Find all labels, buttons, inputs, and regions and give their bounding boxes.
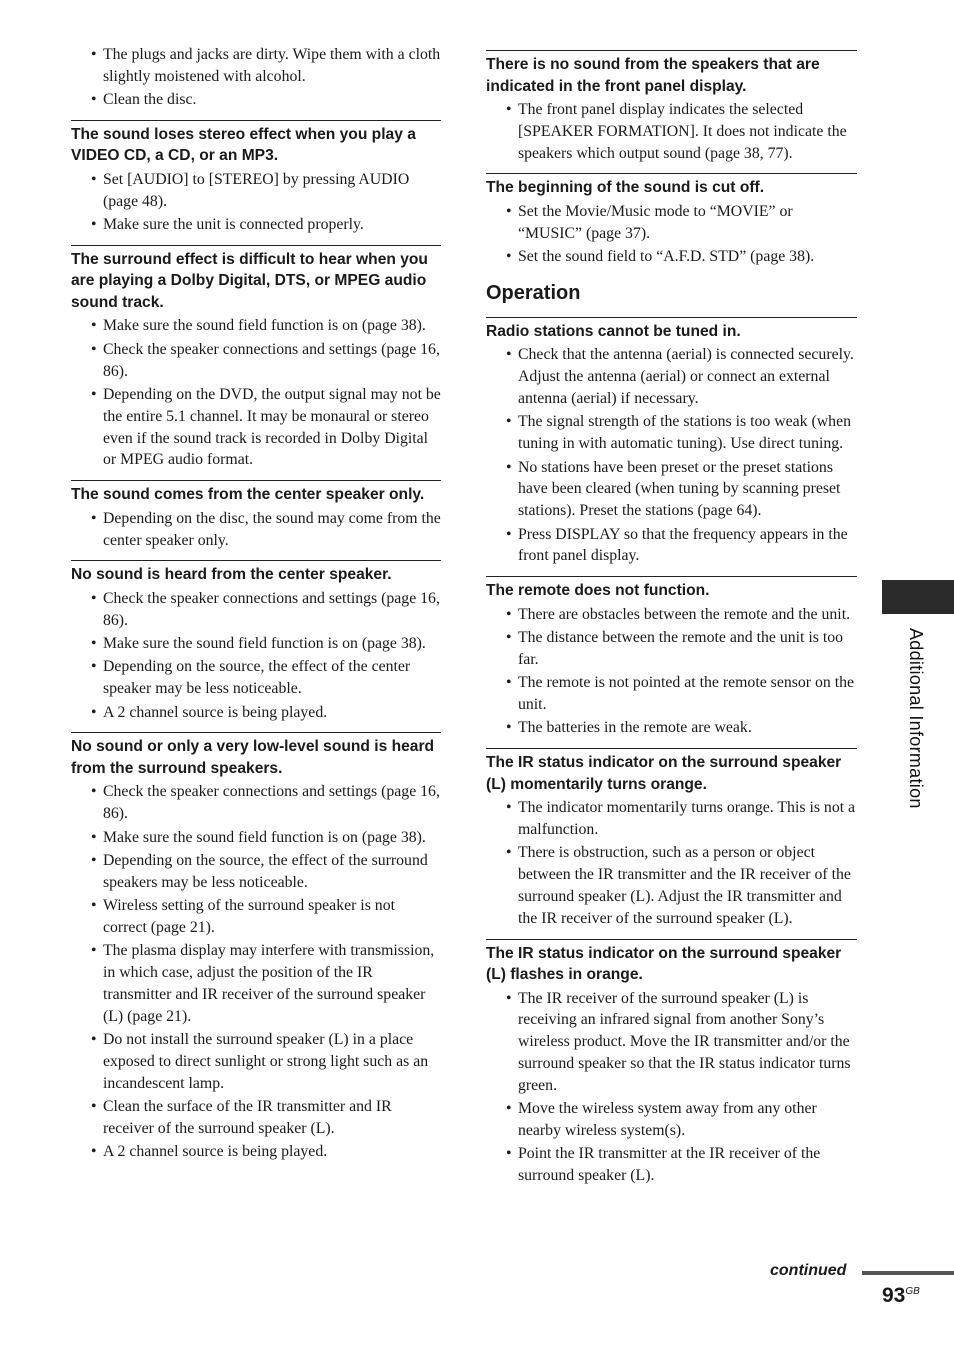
section-heading: The sound comes from the center speaker only. <box>71 486 425 504</box>
intro-bullet-list <box>71 44 441 111</box>
bullet-list <box>71 169 441 236</box>
bullet-item: • The plugs and jacks are dirty. Wipe them with a cloth slightly moistened with alcohol. <box>71 44 441 88</box>
operation-title: Operation <box>486 281 581 304</box>
section-surround-effect <box>71 245 441 471</box>
section-surround-low-sound <box>71 732 441 1163</box>
section-no-center-sound <box>71 560 441 723</box>
bullet-item: • A 2 channel source is being played. <box>71 1141 441 1163</box>
section-radio-stations <box>486 317 857 567</box>
bullet-item: • Set the sound field to “A.F.D. STD” (page 38). <box>486 246 857 268</box>
bullet-list <box>486 99 857 164</box>
side-tab-marker <box>882 580 954 614</box>
bullet-item: • There is obstruction, such as a person or object between the IR transmitter and the IR receiver of the surround speaker (L). Adjust the IR transmitter and the IR receiver of the surround speaker (L). <box>486 842 857 929</box>
page-number-value: 93 <box>882 1284 906 1307</box>
section-ir-orange-flashing <box>486 939 857 1187</box>
bullet-item: • Do not install the surround speaker (L) in a place exposed to direct sunlight or strong light such as an incandescent lamp. <box>71 1029 441 1094</box>
section-heading: Radio stations cannot be tuned in. <box>486 322 741 340</box>
bullet-item: • A 2 channel source is being played. <box>71 702 441 724</box>
section-speakers-no-sound <box>486 50 857 164</box>
bullet-item: • Set [AUDIO] to [STEREO] by pressing AUDIO (page 48). <box>71 169 441 213</box>
bullet-list <box>71 508 441 552</box>
section-heading: No sound or only a very low-level sound is heard from the surround speakers. <box>71 738 435 777</box>
bullet-list <box>71 588 441 724</box>
bullet-item: • Depending on the source, the effect of the center speaker may be less noticeable. <box>71 656 441 700</box>
right-column <box>486 50 857 1189</box>
bullet-list <box>486 344 857 567</box>
bullet-item: • There are obstacles between the remote and the unit. <box>486 604 857 626</box>
bullet-item: • The front panel display indicates the selected [SPEAKER FORMATION]. It does not indicate the speakers which output sound (page 38, 77). <box>486 99 857 164</box>
left-column <box>71 44 441 1165</box>
section-ir-orange-momentary <box>486 748 857 929</box>
bullet-item: • Check that the antenna (aerial) is connected securely. Adjust the antenna (aerial) or connect an external antenna (aerial) if necessary. <box>486 344 857 409</box>
bullet-item: • Press DISPLAY so that the frequency appears in the front panel display. <box>486 524 857 568</box>
bullet-item: • Move the wireless system away from any other nearby wireless system(s). <box>486 1098 857 1142</box>
bullet-item: • Make sure the unit is connected properly. <box>71 214 441 236</box>
section-heading: The IR status indicator on the surround speaker (L) momentarily turns orange. <box>486 754 842 793</box>
section-heading: The surround effect is difficult to hear when you are playing a Dolby Digital, DTS, or MPEG audio sound track. <box>71 250 428 311</box>
section-sound-cut-off <box>486 173 857 267</box>
bullet-item: • Check the speaker connections and settings (page 16, 86). <box>71 588 441 632</box>
section-heading: No sound is heard from the center speaker. <box>71 566 392 584</box>
section-remote-not-function <box>486 576 857 739</box>
bullet-item: • Check the speaker connections and settings (page 16, 86). <box>71 339 441 383</box>
bullet-item: • Set the Movie/Music mode to “MOVIE” or “MUSIC” (page 37). <box>486 201 857 245</box>
page-number <box>882 1284 920 1308</box>
bullet-item: • Clean the disc. <box>71 89 441 111</box>
bullet-item: • Point the IR transmitter at the IR receiver of the surround speaker (L). <box>486 1143 857 1187</box>
bullet-item: • Wireless setting of the surround speaker is not correct (page 21). <box>71 895 441 939</box>
section-heading: The sound loses stereo effect when you play a VIDEO CD, a CD, or an MP3. <box>71 125 416 165</box>
bullet-item: • The indicator momentarily turns orange. This is not a malfunction. <box>486 797 857 841</box>
bullet-item: • Make sure the sound field function is on (page 38). <box>71 827 441 849</box>
bullet-list <box>486 604 857 740</box>
bullet-item: • Check the speaker connections and settings (page 16, 86). <box>71 781 441 825</box>
section-heading: The remote does not function. <box>486 582 710 600</box>
bullet-item: • Depending on the source, the effect of the surround speakers may be less noticeable. <box>71 850 441 894</box>
section-center-only <box>71 480 441 551</box>
side-tab-label: Additional Information <box>906 628 926 809</box>
bullet-list <box>486 988 857 1187</box>
bullet-item: • The IR receiver of the surround speaker (L) is receiving an infrared signal from another Sony’s wireless product. Move the IR transmitter and/or the surround speaker so that the IR status indicator turns green. <box>486 988 857 1097</box>
bullet-item: • The distance between the remote and the unit is too far. <box>486 627 857 671</box>
bullet-list <box>486 201 857 268</box>
bullet-item: • The batteries in the remote are weak. <box>486 717 857 739</box>
bullet-item: • Depending on the disc, the sound may come from the center speaker only. <box>71 508 441 552</box>
continued-bar <box>862 1271 954 1275</box>
page-number-suffix: GB <box>905 1286 920 1297</box>
bullet-item: • The plasma display may interfere with transmission, in which case, adjust the position of the IR transmitter and IR receiver of the surround speaker (L) (page 21). <box>71 940 441 1027</box>
bullet-item: • Make sure the sound field function is on (page 38). <box>71 633 441 655</box>
bullet-item: • The signal strength of the stations is too weak (when tuning in with automatic tuning). Use direct tuning. <box>486 411 857 455</box>
bullet-item: • Depending on the DVD, the output signal may not be the entire 5.1 channel. It may be monaural or stereo even if the sound track is recorded in Dolby Digital or MPEG audio format. <box>71 384 441 471</box>
section-stereo-effect <box>71 120 441 236</box>
bullet-item: • Make sure the sound field function is on (page 38). <box>71 315 441 337</box>
continued-label: continued <box>770 1262 847 1279</box>
bullet-list <box>71 315 441 471</box>
section-heading: The IR status indicator on the surround speaker (L) flashes in orange. <box>486 944 842 984</box>
bullet-list <box>486 797 857 929</box>
bullet-item: • Clean the surface of the IR transmitter and IR receiver of the surround speaker (L). <box>71 1096 441 1140</box>
section-heading: The beginning of the sound is cut off. <box>486 179 765 197</box>
bullet-item: • No stations have been preset or the preset stations have been cleared (when tuning by scanning preset stations). Preset the stations (page 64). <box>486 457 857 522</box>
bullet-item: • The remote is not pointed at the remote sensor on the unit. <box>486 672 857 716</box>
bullet-list <box>71 781 441 1163</box>
section-heading: There is no sound from the speakers that are indicated in the front panel display. <box>486 56 820 95</box>
